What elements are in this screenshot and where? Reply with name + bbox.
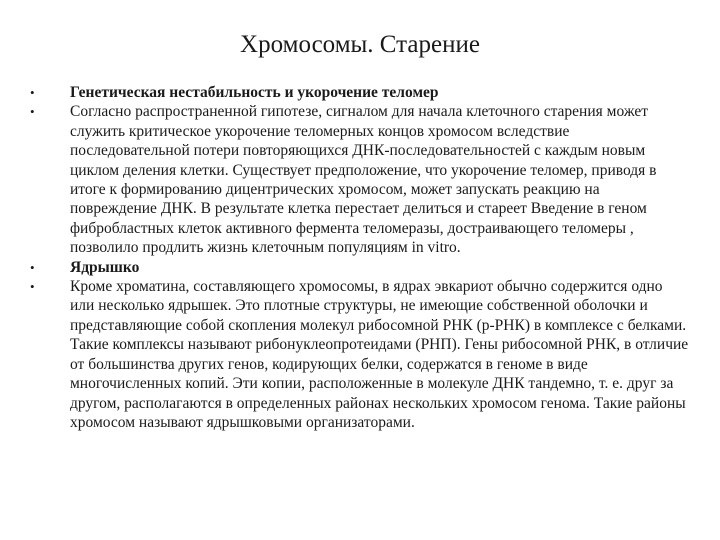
bullet-text: Ядрышко <box>70 258 140 276</box>
bullet-text: Согласно распространенной гипотезе, сигналом для начала клеточного старения может служить критическое укорочение теломерных концов хромосом вследствие последовательной потери повторяющихся ДНК-последовательностей с каждым новым циклом деления клетки. Существует предположение, что укорочение теломер, приводя в итоге к формированию дицентрических хромосом, может запускать реакцию на повреждение ДНК. В результате клетка перестает делиться и стареет Введение в геном фибробластных клеток активного фермента теломеразы, достраивающего теломеры , позволило продлить жизнь клеточным популяциям in vitro. <box>70 103 657 257</box>
bullet-dot-icon: • <box>30 279 35 295</box>
bullet-dot-icon: • <box>30 259 35 275</box>
bullet-text: Кроме хроматина, составляющего хромосомы, в ядрах эвкариот обычно содержится одно или несколько ядрышек. Это плотные структуры, не имеющие собственной оболочки и представляющие собой скопления молекул рибосомной РНК (р-РНК) в комплексе с белками. Такие комплексы называют рибонуклеопротеидами (РНП). Гены рибосомной РНК, в отличие от большинства других генов, кодирующих белки, содержатся в геноме в виде многочисленных копий. Эти копии, расположенные в молекуле ДНК тандемно, т. е. друг за другом, располагаются в определенных районах нескольких хромосом генома. Такие районы хромосом называют ядрышковыми организаторами. <box>70 278 689 431</box>
slide-title: Хромосомы. Старение <box>240 31 480 58</box>
bullet-dot-icon: • <box>30 104 35 120</box>
bullet-item-nucleolus-body <box>30 277 690 432</box>
bullet-item-nucleolus-heading <box>30 258 690 277</box>
bullet-dot-icon: • <box>30 85 35 100</box>
bullet-item-telomere-heading <box>30 83 690 102</box>
bullet-item-telomere-body <box>30 102 690 257</box>
bullet-list <box>30 83 690 432</box>
bullet-text: Генетическая нестабильность и укорочение теломер <box>70 84 439 101</box>
